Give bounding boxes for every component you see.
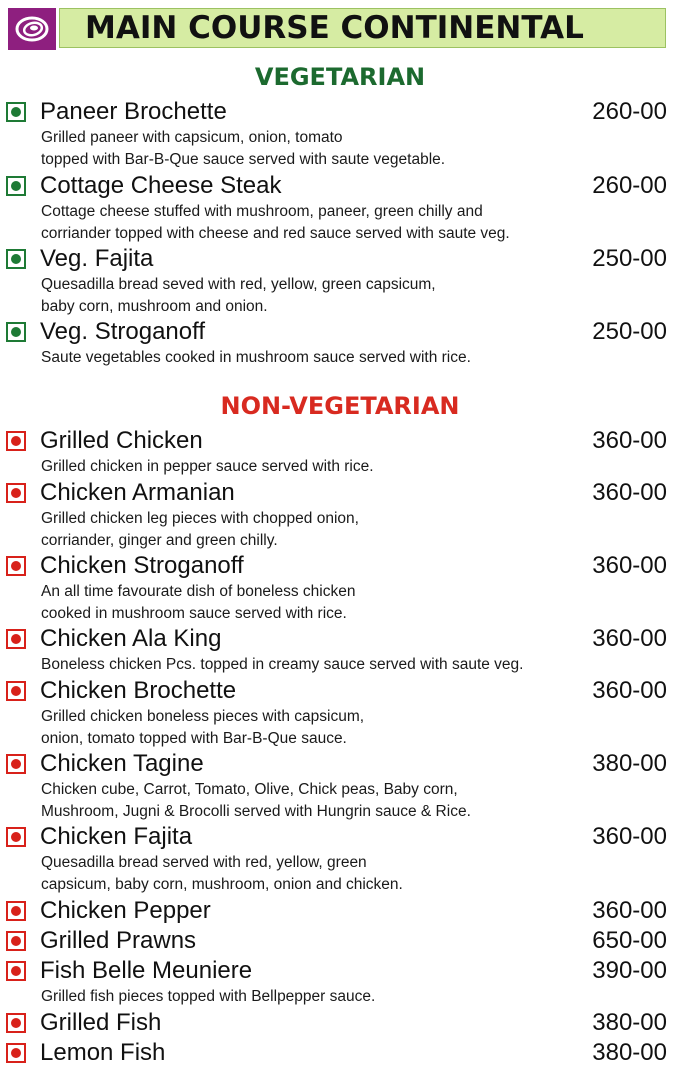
non-veg-marker-icon — [6, 431, 26, 451]
item-name: Chicken Stroganoff — [40, 552, 244, 579]
non-veg-marker-icon — [6, 629, 26, 649]
page-title: MAIN COURSE CONTINENTAL — [85, 10, 584, 46]
item-name: Veg. Fajita — [40, 245, 154, 272]
item-description: Quesadilla bread served with red, yellow, green capsicum, baby corn, mushroom, onion and chicken. — [41, 854, 403, 893]
item-description: Chicken cube, Carrot, Tomato, Olive, Chick peas, Baby corn, Mushroom, Jugni & Brocolli served with Hungrin sauce & Rice. — [41, 781, 471, 820]
item-price: 250-00 — [592, 318, 667, 345]
item-description: Saute vegetables cooked in mushroom sauce served with rice. — [41, 349, 471, 366]
veg-marker-icon — [6, 249, 26, 269]
item-name: Chicken Pepper — [40, 897, 211, 924]
item-description: Grilled chicken in pepper sauce served with rice. — [41, 458, 374, 475]
title-bar — [59, 8, 666, 48]
logo — [8, 8, 56, 50]
item-price: 360-00 — [592, 897, 667, 924]
swirl-logo-icon — [14, 14, 50, 44]
non-veg-marker-icon — [6, 556, 26, 576]
item-description: Grilled chicken leg pieces with chopped onion, corriander, ginger and green chilly. — [41, 510, 359, 549]
item-description: Grilled chicken boneless pieces with capsicum, onion, tomato topped with Bar-B-Que sauce. — [41, 708, 365, 747]
item-price: 380-00 — [592, 1039, 667, 1066]
item-name: Chicken Ala King — [40, 625, 222, 652]
item-description: An all time favourate dish of boneless chicken cooked in mushroom sauce served with rice. — [41, 583, 356, 622]
item-description: Cottage cheese stuffed with mushroom, paneer, green chilly and corriander topped with cheese and red sauce served with saute veg. — [41, 203, 510, 242]
non-veg-marker-icon — [6, 827, 26, 847]
item-price: 380-00 — [592, 750, 667, 777]
item-name: Paneer Brochette — [40, 98, 227, 125]
item-price: 360-00 — [592, 479, 667, 506]
item-price: 250-00 — [592, 245, 667, 272]
item-price: 260-00 — [592, 98, 667, 125]
item-name: Grilled Prawns — [40, 927, 197, 954]
item-description: Grilled paneer with capsicum, onion, tomato topped with Bar-B-Que sauce served with saute vegetable. — [41, 129, 446, 168]
item-price: 360-00 — [592, 823, 667, 850]
non-veg-marker-icon — [6, 754, 26, 774]
item-name: Veg. Stroganoff — [40, 318, 206, 345]
item-name: Lemon Fish — [40, 1039, 166, 1066]
non-veg-marker-icon — [6, 1013, 26, 1033]
item-name: Chicken Fajita — [40, 823, 193, 850]
item-name: Cottage Cheese Steak — [40, 172, 282, 199]
item-name: Fish Belle Meuniere — [40, 957, 253, 984]
item-price: 260-00 — [592, 172, 667, 199]
section-heading-non-vegetarian: NON-VEGETARIAN — [220, 392, 460, 420]
item-price: 650-00 — [592, 927, 667, 954]
item-price: 390-00 — [592, 957, 667, 984]
item-description: Grilled fish pieces topped with Bellpepper sauce. — [41, 988, 376, 1005]
item-price: 360-00 — [592, 625, 667, 652]
veg-marker-icon — [6, 102, 26, 122]
item-description: Quesadilla bread seved with red, yellow, green capsicum, baby corn, mushroom and onion. — [41, 276, 436, 315]
item-name: Grilled Fish — [40, 1009, 162, 1036]
non-veg-marker-icon — [6, 681, 26, 701]
non-veg-marker-icon — [6, 901, 26, 921]
item-price: 360-00 — [592, 677, 667, 704]
item-name: Chicken Armanian — [40, 479, 235, 506]
non-veg-marker-icon — [6, 961, 26, 981]
non-veg-marker-icon — [6, 1043, 26, 1063]
veg-marker-icon — [6, 176, 26, 196]
non-veg-marker-icon — [6, 483, 26, 503]
non-veg-marker-icon — [6, 931, 26, 951]
item-name: Chicken Brochette — [40, 677, 237, 704]
veg-marker-icon — [6, 322, 26, 342]
section-heading-vegetarian: VEGETARIAN — [254, 63, 426, 91]
item-name: Grilled Chicken — [40, 427, 203, 454]
item-price: 380-00 — [592, 1009, 667, 1036]
item-description: Boneless chicken Pcs. topped in creamy sauce served with saute veg. — [41, 656, 524, 673]
item-price: 360-00 — [592, 427, 667, 454]
item-price: 360-00 — [592, 552, 667, 579]
item-name: Chicken Tagine — [40, 750, 204, 777]
